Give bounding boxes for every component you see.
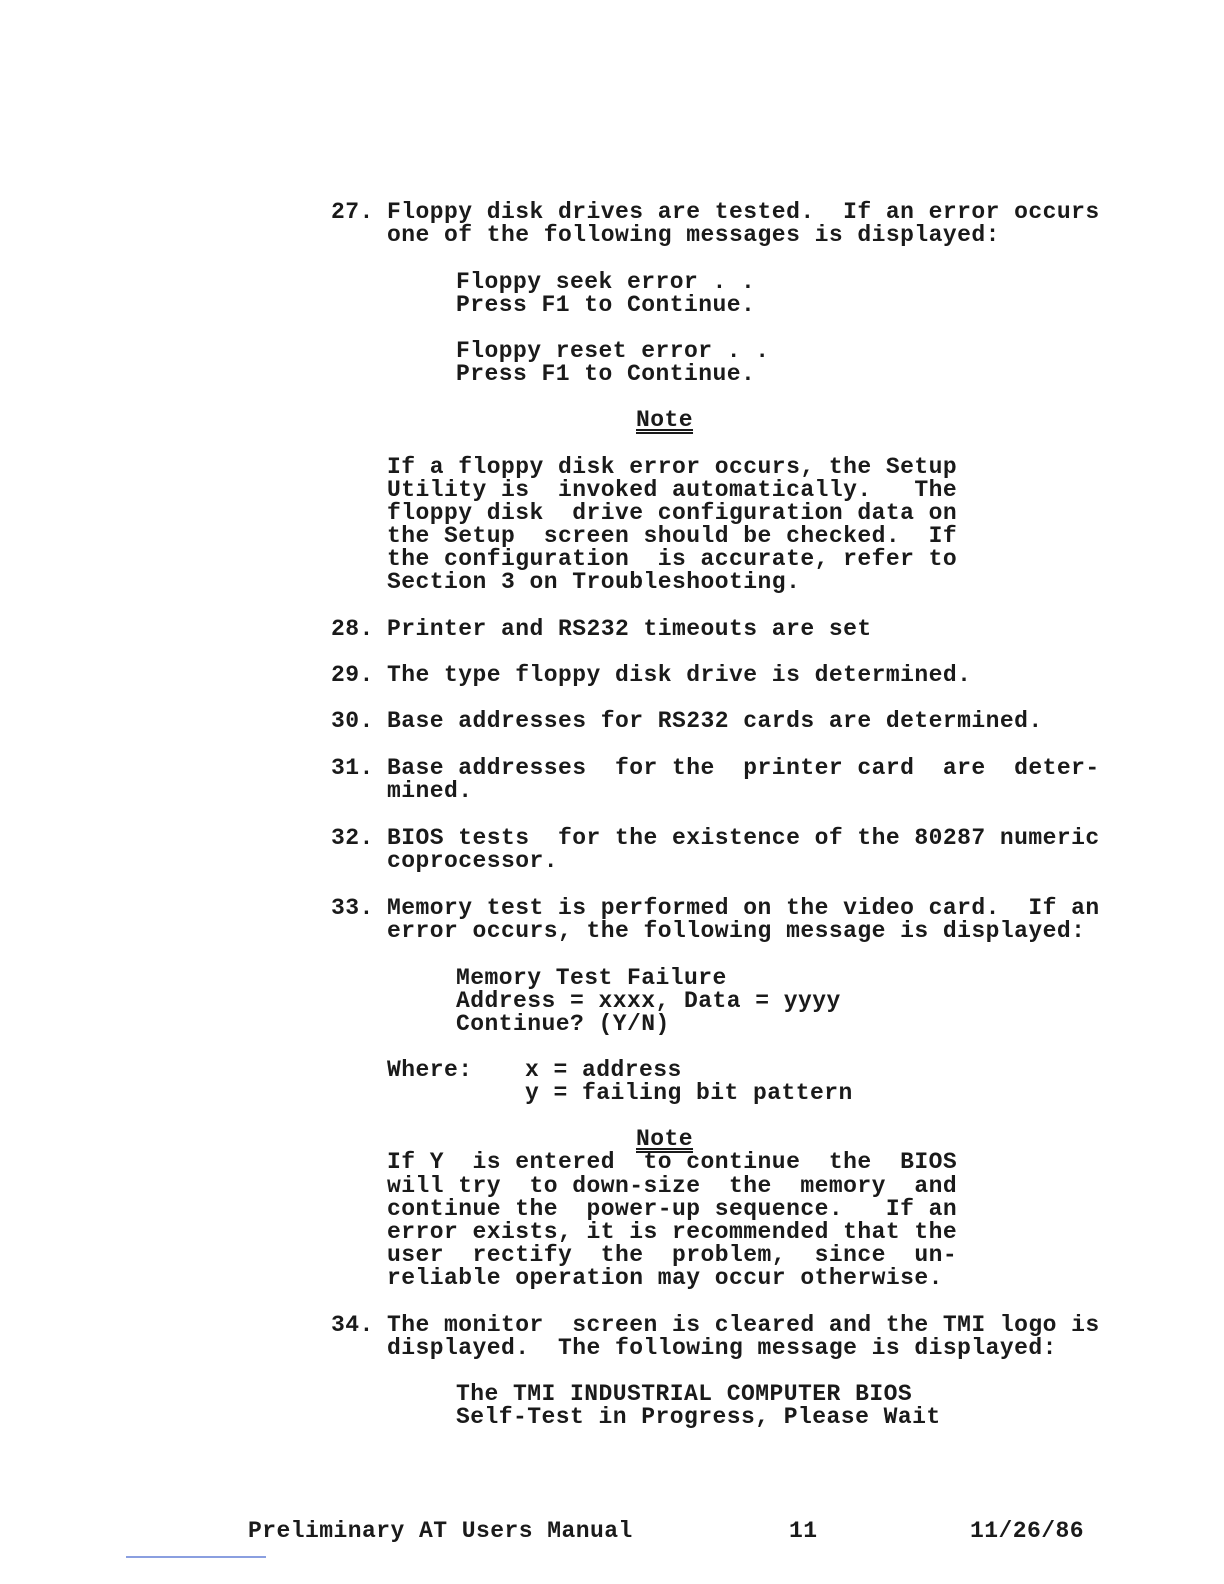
message-line: Memory Test Failure	[456, 965, 727, 991]
where-item: x = address	[525, 1057, 682, 1083]
item-text: error occurs, the following message is displayed:	[387, 918, 1086, 944]
item-text: Printer and RS232 timeouts are set	[387, 616, 872, 642]
footer-title: Preliminary AT Users Manual	[248, 1518, 633, 1544]
note-line: Utility is invoked automatically. The	[387, 477, 958, 503]
where-label: Where:	[387, 1057, 473, 1083]
where-item: y = failing bit pattern	[525, 1080, 853, 1106]
item-text: The monitor screen is cleared and the TMI logo is	[387, 1312, 1100, 1338]
item-text: Floppy disk drives are tested. If an error occurs	[387, 199, 1100, 225]
message-line: Press F1 to Continue.	[456, 292, 756, 318]
note-line: If Y is entered to continue the BIOS	[387, 1149, 958, 1175]
message-line: Floppy reset error . .	[456, 338, 770, 364]
message-line: Floppy seek error . .	[456, 269, 756, 295]
item-number: 32.	[331, 825, 374, 851]
item-text: coprocessor.	[387, 848, 559, 874]
item-text: Base addresses for RS232 cards are determined.	[387, 708, 1043, 734]
item-number: 30.	[331, 708, 374, 734]
message-line: Address = xxxx, Data = yyyy	[456, 988, 841, 1014]
note-line: reliable operation may occur otherwise.	[387, 1265, 943, 1291]
note-line: will try to down-size the memory and	[387, 1173, 958, 1199]
note-line: If a floppy disk error occurs, the Setup	[387, 454, 958, 480]
item-number: 34.	[331, 1312, 374, 1338]
item-text: one of the following messages is displayed:	[387, 222, 1000, 248]
note-line: continue the power-up sequence. If an	[387, 1196, 958, 1222]
note-line: the Setup screen should be checked. If	[387, 523, 958, 549]
note-line: error exists, it is recommended that the	[387, 1219, 958, 1245]
message-line: Continue? (Y/N)	[456, 1011, 670, 1037]
item-number: 27.	[331, 199, 374, 225]
message-line: Self-Test in Progress, Please Wait	[456, 1404, 941, 1430]
item-number: 28.	[331, 616, 374, 642]
note-line: Section 3 on Troubleshooting.	[387, 569, 801, 595]
footer-date: 11/26/86	[970, 1518, 1085, 1544]
note-line: user rectify the problem, since un-	[387, 1242, 958, 1268]
item-text: displayed. The following message is displayed:	[387, 1335, 1057, 1361]
item-text: mined.	[387, 778, 473, 804]
item-text: BIOS tests for the existence of the 80287 numeric	[387, 825, 1100, 851]
bottom-rule	[126, 1556, 266, 1558]
note-heading: Note	[636, 1126, 694, 1152]
item-text: Base addresses for the printer card are deter-	[387, 755, 1100, 781]
item-text: The type floppy disk drive is determined.	[387, 662, 972, 688]
item-number: 31.	[331, 755, 374, 781]
item-text: Memory test is performed on the video card. If an	[387, 895, 1100, 921]
item-number: 33.	[331, 895, 374, 921]
note-line: floppy disk drive configuration data on	[387, 500, 958, 526]
message-line: Press F1 to Continue.	[456, 361, 756, 387]
message-line: The TMI INDUSTRIAL COMPUTER BIOS	[456, 1381, 913, 1407]
note-line: the configuration is accurate, refer to	[387, 546, 958, 572]
footer-page-number: 11	[789, 1518, 818, 1544]
note-heading: Note	[636, 407, 694, 433]
item-number: 29.	[331, 662, 374, 688]
